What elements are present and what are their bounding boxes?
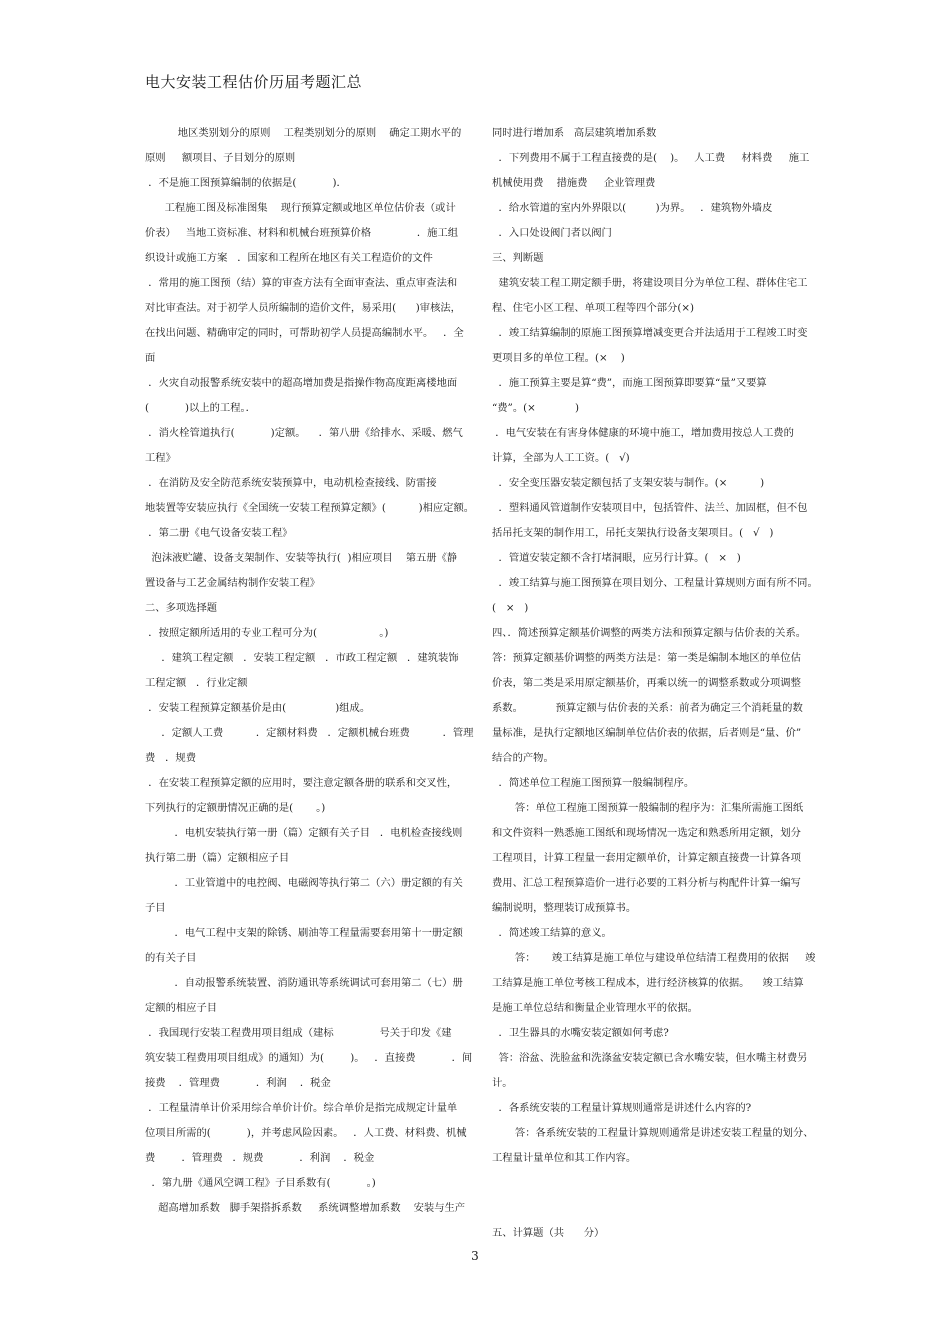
text-line: ．第九册《通风空调工程》子目系数有( 。)	[145, 1177, 376, 1189]
text-line: ．安全变压器安装定额包括了支架安装与制作。(× )	[492, 477, 765, 489]
text-line: ．入口处设阀门者以阀门	[492, 227, 612, 239]
right-column	[492, 121, 818, 1246]
text-line: 置设备与工艺金属结构制作安装工程》	[145, 577, 321, 589]
text-line: ．施工预算主要是算“费”，而施工图预算即要算“量”又要算	[492, 377, 767, 389]
text-line: ．简述竣工结算的意义。	[492, 927, 612, 939]
text-line: 工程施工图及标准图集 现行预算定额或地区单位估价表（或计	[145, 202, 456, 214]
text-line: 计。	[492, 1077, 513, 1089]
text-line: ．安装工程预算定额基价是由( )组成。	[145, 702, 371, 714]
text-line: ．火灾自动报警系统安装中的超高增加费是指操作物高度距离楼地面	[145, 377, 458, 389]
page-number: 3	[471, 1249, 479, 1263]
text-line: 接费 ．管理费 ．利润 ．税金	[145, 1077, 331, 1089]
text-line: ．在安装工程预算定额的应用时，要注意定额各册的联系和交叉性，	[145, 777, 458, 789]
text-line: ．按照定额所适用的专业工程可分为( 。)	[145, 627, 389, 639]
text-line: 地装置等安装应执行《全国统一安装工程预算定额》( )相应定额。	[145, 502, 475, 514]
text-line: 计算，全部为人工工资。( √)	[492, 452, 630, 464]
document-title: 电大安装工程估价历届考题汇总	[145, 73, 363, 91]
text-line: ．自动报警系统装置、消防通讯等系统调试可套用第二（七）册	[145, 977, 463, 989]
text-line: ．下列费用不属于工程直接费的是( )。 人工费 材料费 施工	[492, 152, 810, 164]
text-line: ．电气安装在有害身体健康的环境中施工，增加费用按总人工费的	[492, 427, 794, 439]
text-line: 对比审查法。对于初学人员所编制的造价文件，易采用( )审核法，	[145, 302, 461, 314]
text-line: 编制说明，整理装订成预算书。	[492, 902, 637, 914]
text-line: ( × )	[492, 602, 529, 614]
text-line: ．第二册《电气设备安装工程》	[145, 527, 293, 539]
text-line: 答：单位工程施工图预算一般编制的程序为：汇集所需施工图纸	[492, 802, 804, 814]
text-line: 工结算是施工单位考核工程成本，进行经济核算的依据。 竣工结算	[492, 977, 804, 989]
text-line: 和文件资料一熟悉施工图纸和现场情况一选定和熟悉所用定额，划分	[492, 827, 801, 839]
text-line: 超高增加系数 脚手架搭拆系数 系统调整增加系数 安装与生产	[145, 1202, 466, 1214]
text-line: ．消火栓管道执行( )定额。 ．第八册《给排水、采暖、燃气	[145, 427, 463, 439]
text-line: ．工业管道中的电控阀、电磁阀等执行第二（六）册定额的有关	[145, 877, 463, 889]
text-line: 筑安装工程费用项目组成》的通知）为( )。 ．直接费 ．间	[145, 1052, 473, 1064]
text-line: 是施工单位总结和衡量企业管理水平的依据。	[492, 1002, 698, 1014]
text-line: ．电机安装执行第一册（篇）定额有关子目 ．电机检查接线则	[145, 827, 463, 839]
text-line: 定额的相应子目	[145, 1002, 218, 1014]
text-line: 地区类别划分的原则 工程类别划分的原则 确定工期水平的	[145, 127, 462, 139]
text-line: 四、．简述预算定额基价调整的两类方法和预算定额与估价表的关系。	[492, 627, 807, 639]
text-line: 同时进行增加系 高层建筑增加系数	[492, 127, 657, 139]
text-line: 括吊托支架的制作用工，吊托支架执行设备支架项目。( √ )	[492, 527, 774, 539]
text-line: ．管道安装定额不含打堵洞眼，应另行计算。( × )	[492, 552, 741, 564]
text-line: 泡沫液贮罐、设备支架制作、安装等执行( )相应项目 第五册《静	[145, 552, 458, 564]
text-line: ．竣工结算编制的原施工图预算增减变更合并法适用于工程竣工时变	[492, 327, 808, 339]
text-line: 织设计或施工方案 ．国家和工程所在地区有关工程造价的文件	[145, 252, 433, 264]
text-line: 更项目多的单位工程。(× )	[492, 352, 625, 364]
text-line: ．在消防及安全防范系统安装预算中，电动机检查接线、防雷接	[145, 477, 437, 489]
text-line: ．不是施工图预算编制的依据是( )．	[145, 177, 347, 189]
text-line: ．建筑工程定额 ．安装工程定额 ．市政工程定额 ．建筑装饰	[145, 652, 459, 664]
text-line: 五、计算题（共 分）	[492, 1227, 605, 1239]
text-line: 价表） 当地工资标准、材料和机械台班预算价格 ．施工组	[145, 227, 459, 239]
text-line	[492, 1196, 810, 1221]
text-line: ．塑料通风管道制作安装项目中，包括管件、法兰、加固框，但不包	[492, 502, 808, 514]
text-line	[492, 1171, 810, 1196]
text-line: 量标准，是执行定额地区编制单位估价表的依据，后者则是“量、价”	[492, 727, 802, 739]
text-line: 程、住宅小区工程、单项工程等四个部分(×)	[492, 302, 695, 314]
text-line: ．我国现行安装工程费用项目组成（建标 号关于印发《建	[145, 1027, 452, 1039]
text-line: ( )以上的工程。．	[145, 402, 256, 414]
text-line: 二、多项选择题	[145, 602, 218, 614]
text-line: ．竣工结算与施工图预算在项目划分、工程量计算规则方面有所不同。	[492, 577, 818, 589]
text-line: ．给水管道的室内外界限以( )为界。 ．建筑物外墙皮	[492, 202, 773, 214]
text-line: 工程》	[145, 452, 176, 464]
text-line: 三、判断题	[492, 252, 544, 264]
text-line: 机械使用费 措施费 企业管理费	[492, 177, 656, 189]
text-line: 下列执行的定额册情况正确的是( 。)	[145, 802, 326, 814]
text-line: ．各系统安装的工程量计算规则通常是讲述什么内容的?	[492, 1102, 752, 1114]
text-line: ．定额人工费 ．定额材料费 ．定额机械台班费 ．管理	[145, 727, 474, 739]
text-line: ．卫生器具的水嘴安装定额如何考虑?	[492, 1027, 669, 1039]
text-line: ．电气工程中支架的除锈、刷油等工程量需要套用第十一册定额	[145, 927, 463, 939]
text-line: ．工程量清单计价采用综合单价计价。综合单价是指完成规定计量单	[145, 1102, 458, 1114]
text-line: “费”。(× )	[492, 402, 580, 414]
text-line: 系数。 预算定额与估价表的关系：前者为确定三个消耗量的数	[492, 702, 803, 714]
text-line: 执行第二册（篇）定额相应子目	[145, 852, 290, 864]
text-line: 价表，第二类是采用原定额基价，再乘以统一的调整系数或分项调整	[492, 677, 801, 689]
text-line: 在找出问题、精确审定的同时，可帮助初学人员提高编制水平。 ．全	[145, 327, 464, 339]
text-line: ．常用的施工图预（结）算的审查方法有全面审查法、重点审查法和	[145, 277, 458, 289]
text-line: 面	[145, 352, 156, 364]
text-line: 子目	[145, 902, 166, 914]
text-line: 建筑安装工程工期定额手册，将建设项目分为单位工程、群体住宅工	[492, 277, 808, 289]
text-line: 的有关子目	[145, 952, 197, 964]
text-line: 位项目所需的( )，并考虑风险因素。 ．人工费、材料费、机械	[145, 1127, 467, 1139]
text-line: 结合的产物。	[492, 752, 554, 764]
text-line: 答：预算定额基价调整的两类方法是：第一类是编制本地区的单位估	[492, 652, 801, 664]
text-line: 答：浴盆、洗脸盆和洗涤盆安装定额已含水嘴安装，但水嘴主材费另	[492, 1052, 808, 1064]
text-line: 费用、汇总工程预算造价一进行必要的工料分析与构配件计算一编写	[492, 877, 801, 889]
text-line: 工程项目，计算工程量一套用定额单价，计算定额直接费一计算各项	[492, 852, 801, 864]
text-line: 工程量计量单位和其工作内容。	[492, 1152, 637, 1164]
left-column	[145, 121, 475, 1221]
text-line: 答： 竣工结算是施工单位与建设单位结清工程费用的依据 竣	[492, 952, 816, 964]
text-line: 费 ．规费	[145, 752, 197, 764]
text-line: ．简述单位工程施工图预算一般编制程序。	[492, 777, 695, 789]
text-line: 工程定额 ．行业定额	[145, 677, 248, 689]
text-line: 费 ．管理费 ．规费 ．利润 ．税金	[145, 1152, 375, 1164]
text-line: 原则 额项目、子目划分的原则	[145, 152, 296, 164]
text-line: 答：各系统安装的工程量计算规则通常是讲述安装工程量的划分、	[492, 1127, 814, 1139]
